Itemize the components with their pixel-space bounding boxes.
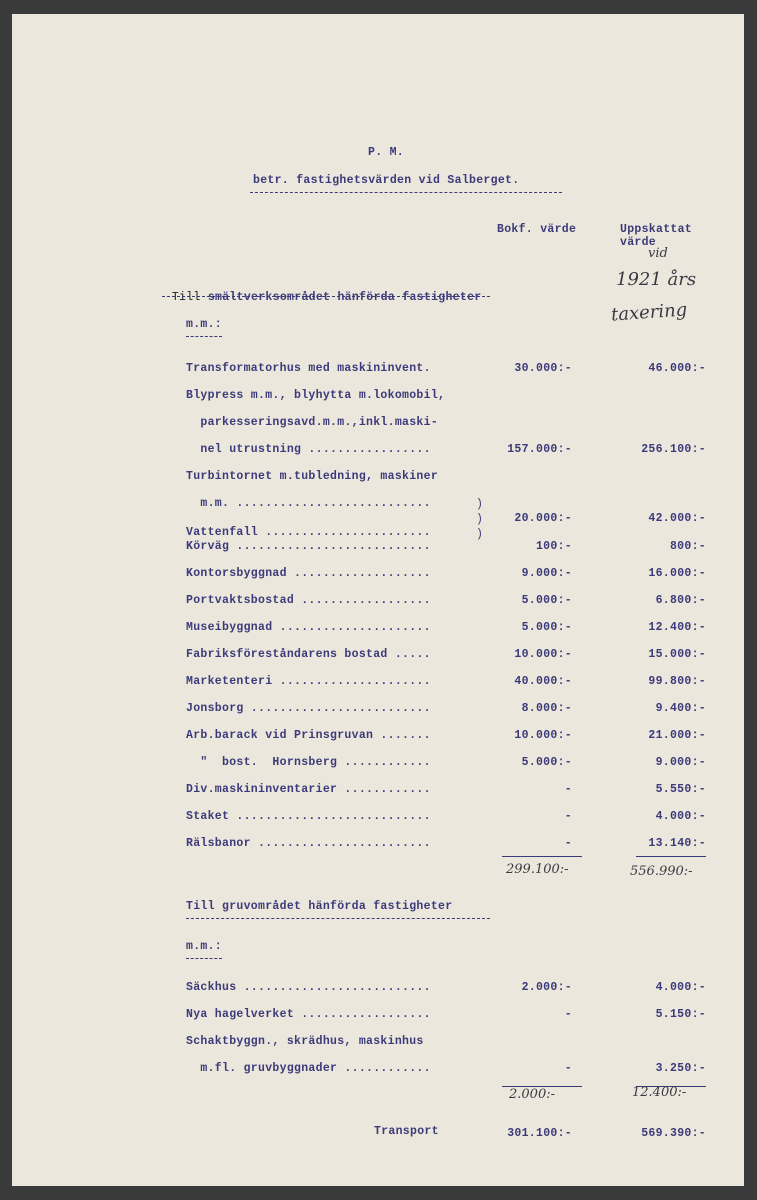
ledger-row-upp: 16.000:- [648, 567, 706, 580]
ledger-row-upp: 15.000:- [648, 648, 706, 661]
ledger-row-upp: 13.140:- [648, 837, 706, 850]
ledger-row-upp: 46.000:- [648, 362, 706, 375]
ledger-row-upp: 12.400:- [648, 621, 706, 634]
ledger-row-label: Nya hagelverket .................. [186, 1008, 431, 1021]
ledger-row-bokf: - [564, 837, 572, 850]
ledger-row-bokf: - [564, 1008, 572, 1021]
ledger-row-bokf: 9.000:- [521, 567, 572, 580]
ledger-row-label: Fabriksföreståndarens bostad ..... [186, 648, 431, 661]
ledger-row-upp: 5.150:- [655, 1008, 706, 1021]
ledger-row-bokf: 100:- [535, 540, 572, 553]
subtitle-underline [250, 192, 562, 193]
ledger-row-upp: 4.000:- [655, 810, 706, 823]
section-1-mm: m.m.: [186, 318, 223, 331]
bracket-paren-3: ) [476, 528, 483, 541]
section-1-heading [143, 278, 481, 317]
bracket-paren-2: ) [476, 513, 483, 526]
ledger-row-label: Transformatorhus med maskininvent. [186, 362, 431, 375]
section-1-total-upp: 556.990:- [630, 864, 693, 879]
ledger-row-upp: 99.800:- [648, 675, 706, 688]
section-1-heading-prefix: Till [171, 291, 208, 304]
ledger-row-upp: 42.000:- [648, 512, 706, 525]
ledger-row-label: Turbintornet m.tubledning, maskiner [186, 470, 439, 483]
section-1-mm-underline [186, 336, 222, 337]
ledger-row-bokf: 10.000:- [514, 729, 572, 742]
ledger-row-bokf: 2.000:- [521, 981, 572, 994]
ledger-row-upp: 9.400:- [655, 702, 706, 715]
ledger-row-label: Kontorsbyggnad ................... [186, 567, 431, 580]
ledger-row-label: Jonsborg ......................... [186, 702, 431, 715]
section-1-heading-rest: smältverksområdet hänförda fastigheter [207, 291, 482, 304]
column-header-bokf: Bokf. värde [497, 223, 577, 236]
bracket-paren-1: ) [476, 498, 483, 511]
ledger-row-label: Museibyggnad ..................... [186, 621, 431, 634]
ledger-row-label: " bost. Hornsberg ............ [186, 756, 431, 769]
ledger-row-bokf: 20.000:- [514, 512, 572, 525]
ledger-row-label: Portvaktsbostad .................. [186, 594, 431, 607]
ledger-row-bokf: - [564, 810, 572, 823]
ledger-row-label: parkesseringsavd.m.m.,inkl.maski- [186, 416, 439, 429]
ledger-row-upp: 3.250:- [655, 1062, 706, 1075]
ledger-row-bokf: 5.000:- [521, 594, 572, 607]
transport-label: Transport [374, 1125, 439, 1138]
section-1-underline [162, 296, 490, 297]
section-2-mm: m.m.: [186, 940, 223, 953]
ledger-row-upp: 5.550:- [655, 783, 706, 796]
ledger-row-bokf: 8.000:- [521, 702, 572, 715]
section-2-total-upp: 12.400:- [632, 1085, 687, 1100]
section-1-total-rule-upp [636, 856, 706, 857]
handwritten-note-1: vid [648, 246, 668, 261]
section-2-mm-underline [186, 958, 222, 959]
section-2-underline [186, 918, 490, 919]
ledger-row-upp: 21.000:- [648, 729, 706, 742]
column-header-upp-2: värde [620, 236, 657, 249]
ledger-row-upp: 800:- [669, 540, 706, 553]
ledger-row-label: m.fl. gruvbyggnader ............ [186, 1062, 431, 1075]
section-1-total-bokf: 299.100:- [506, 862, 569, 877]
section-2-heading: Till gruvområdet hänförda fastigheter [186, 900, 453, 913]
handwritten-note-3: taxering [610, 299, 688, 326]
ledger-row-label: Div.maskininventarier ............ [186, 783, 431, 796]
ledger-row-bokf: - [564, 1062, 572, 1075]
handwritten-note-2: 1921 års [616, 269, 697, 290]
ledger-row-upp: 9.000:- [655, 756, 706, 769]
page-subtitle: betr. fastighetsvärden vid Salberget. [253, 174, 520, 187]
ledger-row-bokf: 30.000:- [514, 362, 572, 375]
ledger-row-label: nel utrustning ................. [186, 443, 431, 456]
ledger-row-label: Säckhus .......................... [186, 981, 431, 994]
ledger-row-label: Marketenteri ..................... [186, 675, 431, 688]
ledger-row-label: m.m. ........................... [186, 497, 431, 510]
ledger-row-label: Blypress m.m., blyhytta m.lokomobil, [186, 389, 446, 402]
ledger-row-label: Vattenfall ....................... [186, 526, 431, 539]
ledger-row-bokf: 5.000:- [521, 621, 572, 634]
ledger-row-label: Arb.barack vid Prinsgruvan ....... [186, 729, 431, 742]
ledger-row-bokf: 10.000:- [514, 648, 572, 661]
ledger-row-label: Rälsbanor ........................ [186, 837, 431, 850]
ledger-row-upp: 4.000:- [655, 981, 706, 994]
column-header-upp-1: Uppskattat [620, 223, 693, 236]
section-1-total-rule-bokf [502, 856, 582, 857]
document-page [12, 14, 744, 1186]
ledger-row-label: Staket ........................... [186, 810, 431, 823]
ledger-row-upp: 6.800:- [655, 594, 706, 607]
ledger-row-bokf: 5.000:- [521, 756, 572, 769]
ledger-row-bokf: - [564, 783, 572, 796]
ledger-row-bokf: 157.000:- [507, 443, 572, 456]
transport-upp: 569.390:- [641, 1127, 706, 1140]
ledger-row-bokf: 40.000:- [514, 675, 572, 688]
ledger-row-upp: 256.100:- [641, 443, 706, 456]
page-title: P. M. [368, 146, 405, 159]
section-2-total-bokf: 2.000:- [509, 1087, 555, 1102]
ledger-row-label: Schaktbyggn., skrädhus, maskinhus [186, 1035, 424, 1048]
ledger-row-label: Körväg ........................... [186, 540, 431, 553]
transport-bokf: 301.100:- [507, 1127, 572, 1140]
